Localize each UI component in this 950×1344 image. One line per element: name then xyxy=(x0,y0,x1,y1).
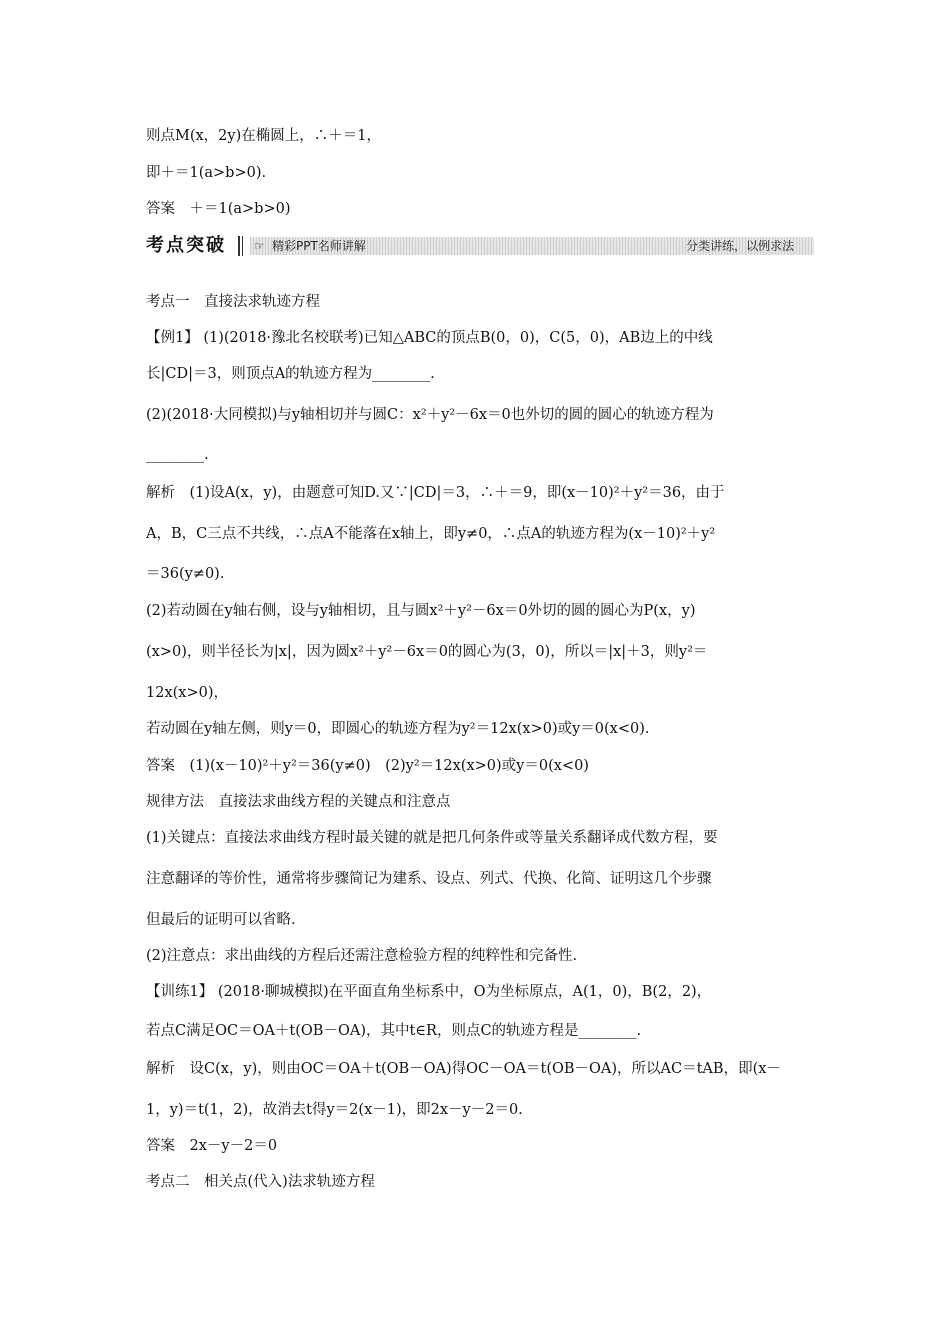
example-line: (2)(2018·大同模拟)与y轴相切并与圆C：x²＋y²－6x＝0也外切的圆的圆心的轨迹方程为 xyxy=(146,407,714,423)
section-heading-1: 考点一 直接法求轨迹方程 xyxy=(146,294,320,310)
answer-line: 答案 (1)(x－10)²＋y²＝36(y≠0) (2)y²＝12x(x>0)或y＝0(x<0) xyxy=(146,758,589,774)
analysis-line: ＝36(y≠0). xyxy=(146,566,225,582)
analysis-line: 解析 设C(x，y)，则由OC＝OA＋t(OB－OA)得OC－OA＝t(OB－OA)，所以AC＝tAB，即(x－ xyxy=(146,1061,781,1077)
analysis-line: (2)若动圆在y轴右侧，设与y轴相切，且与圆x²＋y²－6x＝0外切的圆的圆心为P(x，y) xyxy=(146,603,696,619)
method-line: (1)关键点：直接法求曲线方程时最关键的就是把几何条件或等量关系翻译成代数方程，要 xyxy=(146,830,718,846)
text-line-2: 即＋＝1(a>b>0). xyxy=(146,165,267,181)
section-banner xyxy=(146,233,814,259)
analysis-line: 若动圆在y轴左侧，则y＝0，即圆心的轨迹方程为y²＝12x(x>0)或y＝0(x<0). xyxy=(146,721,650,737)
method-line: 注意翻译的等价性，通常将步骤简记为建系、设点、列式、代换、化简、证明这几个步骤 xyxy=(146,871,712,887)
method-line: 但最后的证明可以省略. xyxy=(146,912,296,928)
banner-divider-thin xyxy=(242,236,243,256)
practice-line: 【训练1】 (2018·聊城模拟)在平面直角坐标系中，O为坐标原点，A(1，0)，B(2，2)， xyxy=(146,984,712,1000)
example-line: 长|CD|＝3，则顶点A的轨迹方程为________. xyxy=(146,366,435,382)
method-heading: 规律方法 直接法求曲线方程的关键点和注意点 xyxy=(146,794,451,810)
analysis-line: 解析 (1)设A(x，y)，由题意可知D.又∵|CD|＝3，∴＋＝9，即(x－10)²＋y²＝36，由于 xyxy=(146,485,725,501)
example-line: ________. xyxy=(146,447,209,463)
analysis-line: (x>0)，则半径长为|x|，因为圆x²＋y²－6x＝0的圆心为(3，0)，所以＝|x|＋3，则y²＝ xyxy=(146,644,708,660)
pointing-hand-icon: ☞ xyxy=(254,239,265,253)
banner-title: 考点突破 xyxy=(146,235,226,256)
text-line-1: 则点M(x，2y)在椭圆上，∴＋＝1， xyxy=(146,128,381,144)
analysis-line: 12x(x>0)， xyxy=(146,685,228,701)
practice-line: 若点C满足OC＝OA＋t(OB－OA)，其中t∈R，则点C的轨迹方程是________. xyxy=(146,1023,642,1039)
section-heading-2: 考点二 相关点(代入)法求轨迹方程 xyxy=(146,1174,375,1190)
analysis-line: A，B，C三点不共线，∴点A不能落在x轴上，即y≠0，∴点A的轨迹方程为(x－10)²＋y² xyxy=(146,526,716,542)
banner-divider xyxy=(238,236,240,256)
banner-subtitle: 精彩PPT名师讲解 xyxy=(272,239,366,253)
answer-line-1: 答案 ＋＝1(a>b>0) xyxy=(146,201,291,217)
example-line: 【例1】 (1)(2018·豫北名校联考)已知△ABC的顶点B(0，0)，C(5，0)，AB边上的中线 xyxy=(146,330,713,346)
analysis-line: 1，y)＝t(1，2)，故消去t得y＝2(x－1)，即2x－y－2＝0. xyxy=(146,1102,523,1118)
answer-line: 答案 2x－y－2＝0 xyxy=(146,1138,278,1154)
method-line: (2)注意点：求出曲线的方程后还需注意检验方程的纯粹性和完备性. xyxy=(146,948,578,964)
banner-right-text: 分类讲练，以例求法 xyxy=(685,239,794,253)
